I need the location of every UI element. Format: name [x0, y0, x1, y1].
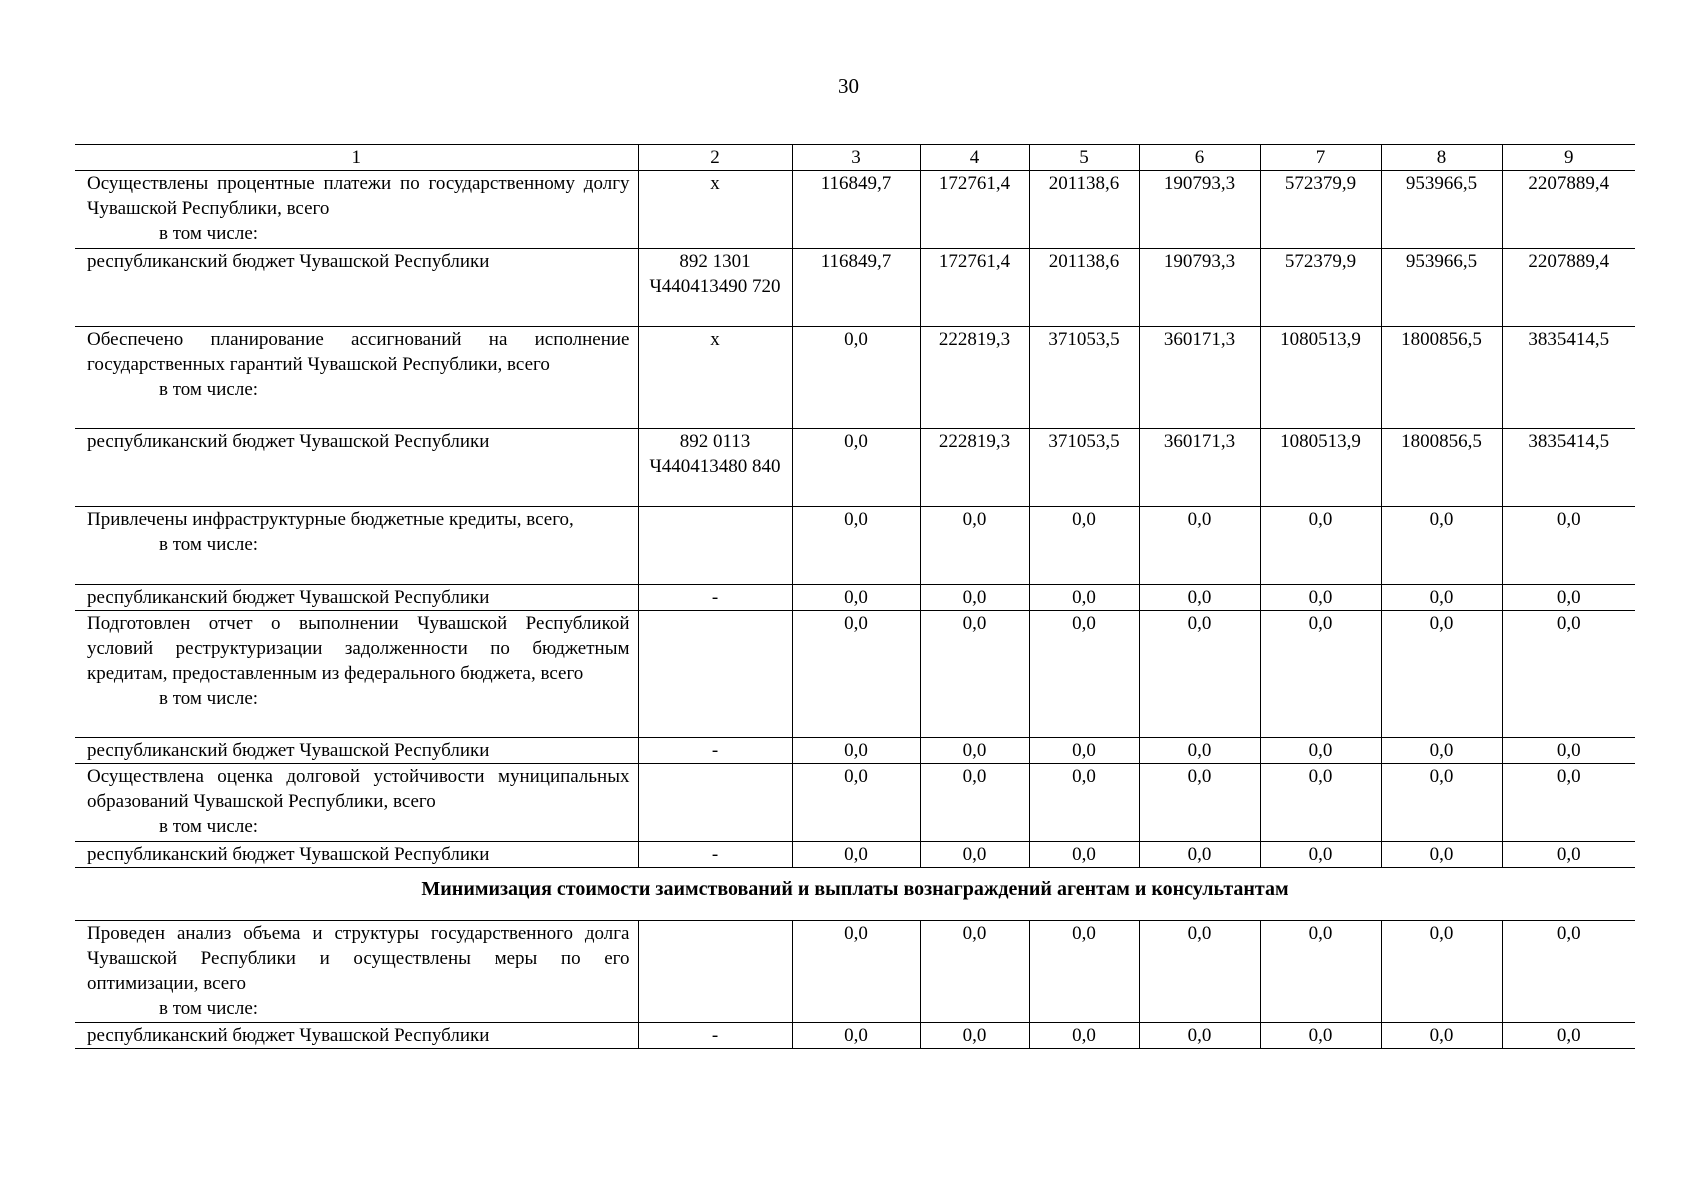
value-cell: 0,0	[1260, 738, 1381, 764]
budget-code: -	[638, 585, 792, 611]
value-cell: 116849,7	[792, 171, 920, 249]
table-row	[75, 842, 1635, 868]
row-name: Подготовлен отчет о выполнении Чувашской Республикой условий реструктуризации задолженности по бюджетным кредитам, предоставленным из федерального бюджета, всего	[87, 613, 630, 684]
value-cell: 0,0	[1502, 842, 1635, 868]
value-cell: 0,0	[792, 429, 920, 507]
value-cell: 222819,3	[920, 429, 1029, 507]
value-cell: 572379,9	[1260, 171, 1381, 249]
budget-code: 892 0113 Ч440413480 840	[638, 429, 792, 507]
value-cell: 0,0	[1260, 764, 1381, 842]
value-cell: 953966,5	[1381, 249, 1502, 327]
row-name: Осуществлена оценка долговой устойчивости муниципальных образований Чувашской Республики, всего	[87, 766, 630, 812]
table-row	[75, 764, 1635, 842]
row-name-cell	[75, 738, 638, 764]
column-number-row	[75, 145, 1635, 171]
table-row	[75, 738, 1635, 764]
column-number: 3	[792, 145, 920, 171]
row-name-cell	[75, 842, 638, 868]
value-cell: 0,0	[1381, 611, 1502, 738]
value-cell: 0,0	[1139, 585, 1260, 611]
value-cell: 172761,4	[920, 249, 1029, 327]
value-cell: 953966,5	[1381, 171, 1502, 249]
value-cell: 1080513,9	[1260, 429, 1381, 507]
value-cell: 0,0	[920, 764, 1029, 842]
value-cell: 0,0	[1029, 1023, 1139, 1049]
column-number: 1	[75, 145, 638, 171]
value-cell: 0,0	[920, 738, 1029, 764]
value-cell: 201138,6	[1029, 171, 1139, 249]
column-number: 8	[1381, 145, 1502, 171]
value-cell: 0,0	[1139, 611, 1260, 738]
row-name-cell	[75, 249, 638, 327]
table-row	[75, 429, 1635, 507]
row-subtitle: в том числе:	[159, 998, 259, 1019]
row-name-cell	[75, 171, 638, 249]
value-cell: 0,0	[1260, 507, 1381, 585]
row-name-cell	[75, 507, 638, 585]
row-name-cell	[75, 429, 638, 507]
value-cell: 1080513,9	[1260, 327, 1381, 429]
column-number: 9	[1502, 145, 1635, 171]
row-name: Привлечены инфраструктурные бюджетные кредиты, всего,	[87, 509, 574, 530]
row-name-cell	[75, 1023, 638, 1049]
budget-code	[638, 764, 792, 842]
row-name: Обеспечено планирование ассигнований на исполнение государственных гарантий Чувашской Республики, всего	[87, 329, 630, 375]
value-cell: 190793,3	[1139, 171, 1260, 249]
table-row	[75, 507, 1635, 585]
value-cell: 0,0	[1029, 738, 1139, 764]
value-cell: 2207889,4	[1502, 249, 1635, 327]
value-cell: 572379,9	[1260, 249, 1381, 327]
row-subtitle: в том числе:	[159, 816, 259, 837]
value-cell: 0,0	[1502, 921, 1635, 1023]
value-cell: 0,0	[1260, 921, 1381, 1023]
value-cell: 0,0	[1029, 585, 1139, 611]
value-cell: 0,0	[920, 842, 1029, 868]
value-cell: 0,0	[1029, 842, 1139, 868]
value-cell: 0,0	[1381, 921, 1502, 1023]
row-subtitle: в том числе:	[159, 223, 259, 244]
value-cell: 0,0	[1260, 842, 1381, 868]
value-cell: 0,0	[792, 764, 920, 842]
row-name: республиканский бюджет Чувашской Республики	[87, 740, 490, 761]
value-cell: 0,0	[920, 921, 1029, 1023]
value-cell: 0,0	[1381, 507, 1502, 585]
column-number: 5	[1029, 145, 1139, 171]
section-table	[75, 920, 1635, 1049]
budget-code: х	[638, 171, 792, 249]
budget-code: -	[638, 738, 792, 764]
budget-code: -	[638, 1023, 792, 1049]
value-cell: 0,0	[1260, 611, 1381, 738]
row-name: Осуществлены процентные платежи по государственному долгу Чувашской Республики, всего	[87, 173, 630, 219]
row-subtitle: в том числе:	[159, 379, 259, 400]
section-title: Минимизация стоимости заимствований и выплаты вознаграждений агентам и консультантам	[421, 878, 1289, 900]
value-cell: 0,0	[792, 1023, 920, 1049]
budget-code	[638, 611, 792, 738]
value-cell: 0,0	[792, 327, 920, 429]
value-cell: 0,0	[1381, 1023, 1502, 1049]
row-subtitle: в том числе:	[159, 688, 259, 709]
value-cell: 190793,3	[1139, 249, 1260, 327]
column-number: 7	[1260, 145, 1381, 171]
row-name: республиканский бюджет Чувашской Республики	[87, 587, 490, 608]
row-name: республиканский бюджет Чувашской Республики	[87, 431, 490, 452]
value-cell: 0,0	[1381, 585, 1502, 611]
value-cell: 0,0	[1502, 507, 1635, 585]
value-cell: 1800856,5	[1381, 327, 1502, 429]
table-row	[75, 585, 1635, 611]
value-cell: 360171,3	[1139, 429, 1260, 507]
value-cell: 0,0	[1029, 921, 1139, 1023]
table-row	[75, 921, 1635, 1023]
value-cell: 0,0	[1260, 585, 1381, 611]
column-number: 6	[1139, 145, 1260, 171]
value-cell: 0,0	[792, 842, 920, 868]
row-name: республиканский бюджет Чувашской Республики	[87, 251, 490, 272]
value-cell: 0,0	[792, 507, 920, 585]
value-cell: 0,0	[1139, 921, 1260, 1023]
table-row	[75, 327, 1635, 429]
value-cell: 0,0	[1502, 738, 1635, 764]
value-cell: 0,0	[1139, 507, 1260, 585]
value-cell: 0,0	[1139, 738, 1260, 764]
budget-code	[638, 507, 792, 585]
column-number: 4	[920, 145, 1029, 171]
value-cell: 0,0	[1029, 507, 1139, 585]
budget-table	[75, 144, 1635, 868]
row-name-cell	[75, 327, 638, 429]
value-cell: 0,0	[1029, 611, 1139, 738]
budget-code: -	[638, 842, 792, 868]
value-cell: 0,0	[920, 585, 1029, 611]
value-cell: 360171,3	[1139, 327, 1260, 429]
row-name: республиканский бюджет Чувашской Республики	[87, 844, 490, 865]
row-name-cell	[75, 585, 638, 611]
value-cell: 0,0	[1139, 1023, 1260, 1049]
table-row	[75, 249, 1635, 327]
value-cell: 0,0	[1381, 842, 1502, 868]
value-cell: 0,0	[920, 1023, 1029, 1049]
value-cell: 2207889,4	[1502, 171, 1635, 249]
row-name: Проведен анализ объема и структуры государственного долга Чувашской Республики и осуществлены меры по его оптимизации, всего	[87, 923, 630, 994]
row-name-cell	[75, 921, 638, 1023]
value-cell: 0,0	[1502, 764, 1635, 842]
value-cell: 116849,7	[792, 249, 920, 327]
value-cell: 371053,5	[1029, 429, 1139, 507]
value-cell: 0,0	[1502, 611, 1635, 738]
value-cell: 222819,3	[920, 327, 1029, 429]
value-cell: 0,0	[792, 738, 920, 764]
value-cell: 0,0	[792, 921, 920, 1023]
value-cell: 0,0	[1260, 1023, 1381, 1049]
value-cell: 3835414,5	[1502, 327, 1635, 429]
value-cell: 0,0	[792, 585, 920, 611]
value-cell: 172761,4	[920, 171, 1029, 249]
budget-code: 892 1301 Ч440413490 720	[638, 249, 792, 327]
row-subtitle: в том числе:	[159, 534, 259, 555]
row-name: республиканский бюджет Чувашской Республики	[87, 1025, 490, 1046]
budget-code: х	[638, 327, 792, 429]
value-cell: 0,0	[792, 611, 920, 738]
row-name-cell	[75, 764, 638, 842]
value-cell: 3835414,5	[1502, 429, 1635, 507]
value-cell: 0,0	[1381, 738, 1502, 764]
value-cell: 0,0	[1029, 764, 1139, 842]
row-name-cell	[75, 611, 638, 738]
value-cell: 0,0	[1381, 764, 1502, 842]
value-cell: 0,0	[920, 507, 1029, 585]
value-cell: 0,0	[1139, 764, 1260, 842]
page-number: 30	[838, 74, 859, 98]
value-cell: 0,0	[1502, 585, 1635, 611]
value-cell: 0,0	[1139, 842, 1260, 868]
value-cell: 371053,5	[1029, 327, 1139, 429]
budget-code	[638, 921, 792, 1023]
table-row	[75, 1023, 1635, 1049]
value-cell: 201138,6	[1029, 249, 1139, 327]
value-cell: 1800856,5	[1381, 429, 1502, 507]
value-cell: 0,0	[1502, 1023, 1635, 1049]
table-row	[75, 171, 1635, 249]
table-row	[75, 611, 1635, 738]
column-number: 2	[638, 145, 792, 171]
value-cell: 0,0	[920, 611, 1029, 738]
